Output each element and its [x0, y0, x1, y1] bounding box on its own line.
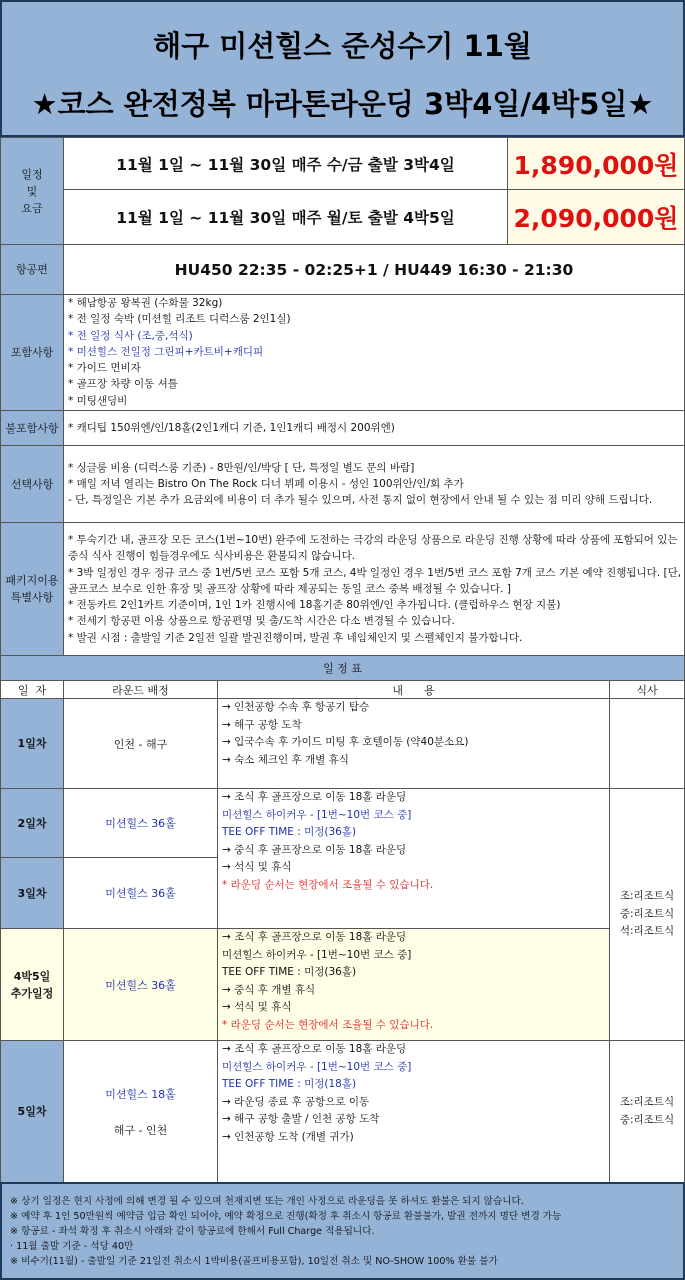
included-item: * 골프장 차량 이동 셔틀 — [68, 378, 178, 391]
day5-line: → 라운딩 종료 후 공항으로 이동 — [222, 1095, 370, 1108]
flight-label: 항공편 — [0, 244, 64, 295]
included-item: * 가이드 면비자 — [68, 362, 141, 375]
package-list — [63, 522, 685, 656]
included-list — [63, 294, 685, 411]
day1-round: 인천 - 해구 — [63, 698, 218, 789]
day2-label: 2일차 — [0, 788, 64, 858]
header-content: 내 용 — [217, 680, 610, 699]
day5-line: → 인천공항 도착 (개별 귀가) — [222, 1130, 354, 1143]
day4-line: → 중식 후 개별 휴식 — [222, 983, 316, 996]
footer-notes — [0, 1182, 685, 1280]
day5-line: → 조식 후 골프장으로 이동 18홀 라운딩 — [222, 1043, 407, 1055]
included-item: * 전 일정 숙박 (미션힐 리조트 디럭스룸 2인1실) — [68, 313, 291, 326]
meal-item: 조:리조트식 — [619, 890, 675, 903]
excluded-list — [63, 410, 685, 446]
day4-label — [0, 928, 64, 1041]
day5-line: TEE OFF TIME : 미정(18홀) — [222, 1078, 357, 1090]
day1-label: 1일차 — [0, 698, 64, 789]
day23-line: → 중식 후 골프장으로 이동 18홀 라운딩 — [222, 843, 407, 856]
title-line2: ★코스 완전정복 마라톤라운딩 3박4일/4박5일★ — [31, 87, 654, 121]
package-item: * 투숙기간 내, 골프장 모든 코스(1번~10번) 완주에 도전하는 극강의 라운딩 상품으로 라운딩 진행 상황에 따라 상품에 포함되어 있는 중식 식사 진행이 힘들경우에도 식사비용은 환불되지 않습니다. — [68, 533, 678, 563]
excluded-item: * 캐디팁 150위엔/인/18홀(2인1캐디 기준, 1인1캐디 배정시 200위엔) — [68, 421, 395, 434]
package-item: * 3박 일정인 경우 정규 코스 중 1번/5번 코스 포함 5개 코스, 4박 일정인 경우 1번/5번 코스 포함 7개 코스 기본 예약 진행됩니다. [단, 골프코스 보수로 인한 휴장 및 골프장 상황에 따라 제공되는 동일 코스 중복 배정될 수 있습니다. ] — [68, 566, 682, 595]
excluded-label: 불포함사항 — [0, 410, 64, 446]
optional-item: * 싱글룸 비용 (디럭스룸 기준) - 8만원/인/박당 [ 단, 특정일 별도 문의 바람] — [68, 461, 415, 474]
package-item: * 발권 시점 : 출발일 기준 2일전 일괄 발권진행이며, 발권 후 네임체인지 및 스펠체인지 불가합니다. — [68, 631, 523, 644]
day5-content — [217, 1040, 610, 1183]
day1-line: → 인천공항 수속 후 항공기 탑승 — [222, 701, 370, 713]
page-title — [0, 0, 685, 137]
included-item: * 미션힐스 전일정 그린피+카트비+캐디피 — [68, 345, 264, 358]
schedule-title: 일 정 표 — [0, 655, 685, 681]
footer-note: ※ 상기 일정은 현지 사정에 의해 변경 될 수 있으며 천재지변 또는 개인 사정으로 라운딩을 못 하셔도 환불은 되지 않습니다. — [10, 1196, 524, 1207]
day23-line: 미션힐스 하이커우 - [1번~10번 코스 중] — [222, 808, 412, 821]
day4-label-line2: 추가일정 — [10, 986, 54, 1000]
day4-round: 미션힐스 36홀 — [63, 928, 218, 1041]
day23-line: → 석식 및 휴식 — [222, 861, 292, 873]
included-label: 포함사항 — [0, 294, 64, 411]
package-label — [0, 522, 64, 656]
day5-round-1: 미션힐스 18홀 — [105, 1087, 176, 1101]
header-meal: 식사 — [609, 680, 685, 699]
title-line1: 해구 미션힐스 준성수기 11월 — [153, 29, 532, 63]
day1-line: → 입국수속 후 가이드 미팅 후 호텔이동 (약40분소요) — [222, 736, 469, 748]
day4-line: → 조식 후 골프장으로 이동 18홀 라운딩 — [222, 931, 407, 943]
day23-content — [217, 788, 610, 929]
optional-label: 선택사항 — [0, 445, 64, 523]
footer-note: · 11월 출발 기준 - 석당 40만 — [10, 1241, 134, 1252]
day5-round — [63, 1040, 218, 1183]
optional-item: - 단, 특정일은 기본 추가 요금외에 비용이 더 추가 될수 있으며, 사전 통지 없이 현장에서 안내 될 수 있는 점 미리 양해 드립니다. — [68, 494, 653, 507]
day1-content — [217, 698, 610, 789]
footer-note: ※ 항공료 - 좌석 확정 후 취소시 아래와 같이 항공료에 한해서 Full Charge 적용됩니다. — [10, 1226, 375, 1237]
pricing-label: 일정 및 요금 — [0, 137, 64, 245]
day5-meals — [609, 1040, 685, 1183]
day4-line: TEE OFF TIME : 미정(36홀) — [222, 966, 357, 978]
schedule-4n5d: 11월 1일 ~ 11월 30일 매주 월/토 출발 4박5일 — [63, 189, 508, 245]
day5-line: → 해구 공항 출발 / 인천 공항 도착 — [222, 1113, 380, 1125]
day3-label: 3일차 — [0, 857, 64, 929]
schedule-3n4d: 11월 1일 ~ 11월 30일 매주 수/금 출발 3박4일 — [63, 137, 508, 190]
day4-content — [217, 928, 610, 1041]
header-round: 라운드 배정 — [63, 680, 218, 699]
day5-label: 5일차 — [0, 1040, 64, 1183]
package-item: * 전동카트 2인1카트 기준이며, 1인 1카 진행시에 18홀기준 80위엔/인 추가됩니다. (클럽하우스 현장 지불) — [68, 599, 561, 612]
day1-line: → 숙소 체크인 후 개별 휴식 — [222, 753, 349, 766]
package-label-line2: 특별사항 — [10, 591, 54, 604]
day23-line: * 라운딩 순서는 현장에서 조율될 수 있습니다. — [222, 878, 434, 891]
meal-item: 중:리조트식 — [619, 907, 675, 920]
price-3n4d: 1,890,000원 — [507, 137, 685, 190]
included-item: * 전 일정 식사 (조,중,석식) — [68, 329, 193, 342]
footer-note: ※ 비수기(11월) - 출발일 기준 21일전 취소시 1박비용(골프비용포함), 10일전 취소 및 NO-SHOW 100% 환불 불가 — [10, 1256, 498, 1267]
day4-label-line1: 4박5일 — [13, 969, 51, 983]
day1-line: → 해구 공항 도착 — [222, 718, 302, 731]
optional-list — [63, 445, 685, 523]
included-item: * 해남항공 왕복권 (수화물 32kg) — [68, 297, 223, 309]
footer-note: ※ 예약 후 1인 50만원씩 예약금 입금 확인 되어야, 예약 확정으로 진행(확정 후 취소시 항공료 환불불가, 발권 전까지 명단 변경 가능 — [10, 1211, 562, 1222]
meal-item: 중:리조트식 — [619, 1113, 675, 1126]
price-4n5d: 2,090,000원 — [507, 189, 685, 245]
meal-item: 석:리조트식 — [619, 925, 675, 938]
optional-item: * 매일 저녁 열리는 Bistro On The Rock 디너 뷔페 이용시 - 성인 100위안/인/회 추가 — [68, 477, 464, 490]
day4-line: → 석식 및 휴식 — [222, 1001, 292, 1013]
day5-round-2: 해구 - 인천 — [113, 1123, 168, 1137]
header-day: 일 자 — [0, 680, 64, 699]
flight-value: HU450 22:35 - 02:25+1 / HU449 16:30 - 21:30 — [63, 244, 685, 295]
day23-line: TEE OFF TIME : 미정(36홀) — [222, 826, 357, 838]
day2-round: 미션힐스 36홀 — [63, 788, 218, 858]
day4-line: 미션힐스 하이커우 - [1번~10번 코스 중] — [222, 948, 412, 961]
included-item: * 미팅샌딩비 — [68, 394, 128, 407]
package-item: * 전세기 항공편 이용 상품으로 항공편명 및 출/도착 시간은 다소 변경될 수 있습니다. — [68, 615, 455, 628]
day4-line: * 라운딩 순서는 현장에서 조율될 수 있습니다. — [222, 1018, 434, 1031]
day23-line: → 조식 후 골프장으로 이동 18홀 라운딩 — [222, 791, 407, 803]
meal-item: 조:리조트식 — [619, 1096, 675, 1108]
package-label-line1: 패키지이용 — [5, 574, 59, 587]
day1-meal — [609, 698, 685, 789]
meals-mid — [609, 788, 685, 1041]
day5-line: 미션힐스 하이커우 - [1번~10번 코스 중] — [222, 1060, 412, 1073]
day3-round: 미션힐스 36홀 — [63, 857, 218, 929]
